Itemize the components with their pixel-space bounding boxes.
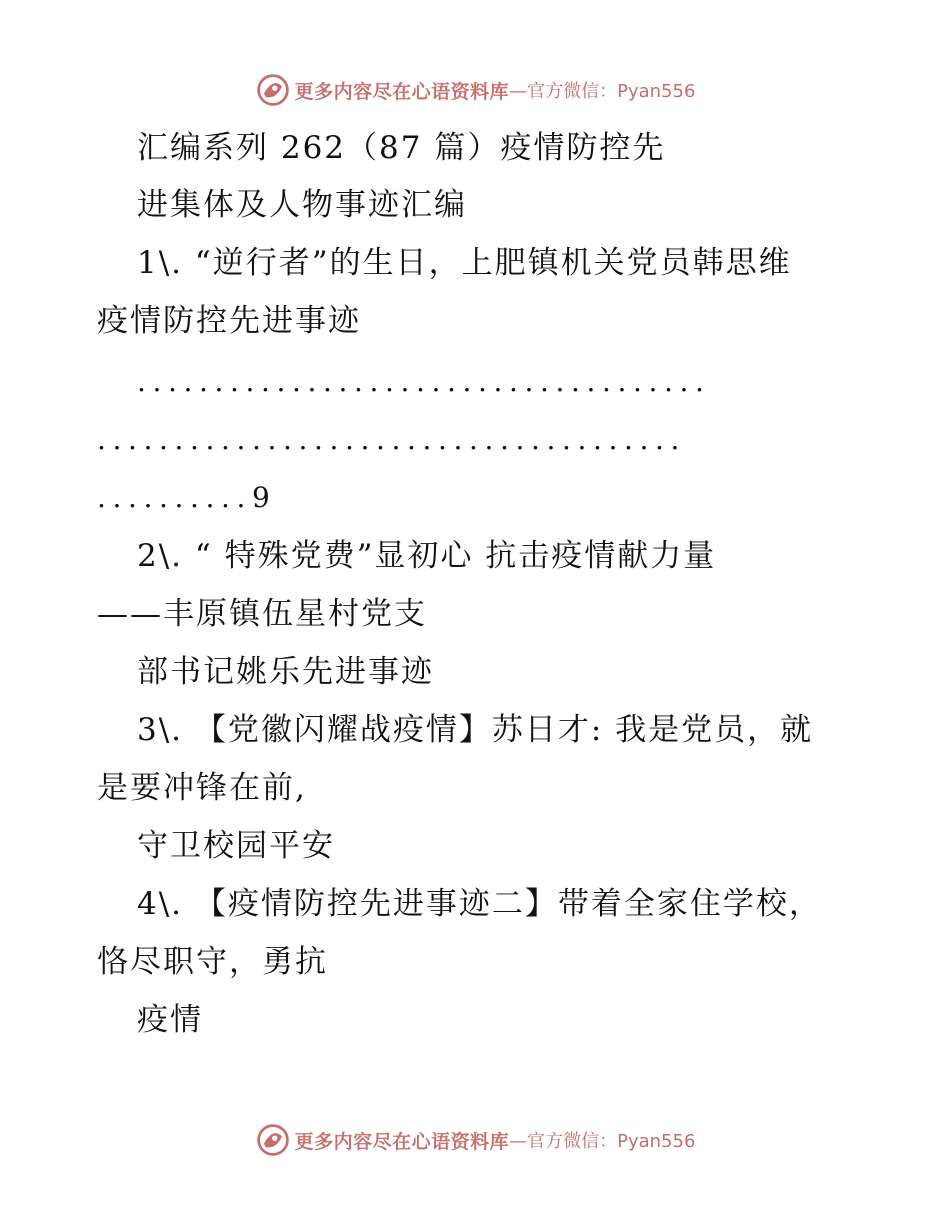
banner-wechat: —官方微信：Pyan556 xyxy=(509,81,696,102)
header-banner xyxy=(0,70,950,110)
toc-item-1-line-2: 疫情防控先进事迹 xyxy=(97,303,361,339)
title-line-2: 进集体及人物事迹汇编 xyxy=(137,187,467,223)
toc-item-3-line-3: 守卫校园平安 xyxy=(137,828,335,864)
toc-item-2-line-2: ——丰原镇伍星村党支 xyxy=(97,596,427,632)
banner-title: 更多内容尽在心语资料库 xyxy=(294,80,510,103)
banner-title: 更多内容尽在心语资料库 xyxy=(294,1130,510,1153)
banner-wechat: —官方微信：Pyan556 xyxy=(509,1131,696,1152)
logo-icon xyxy=(255,72,291,108)
toc-item-3-line-2: 是要冲锋在前, xyxy=(97,770,307,806)
toc-item-3-line-1: 3\. 【党徽闪耀战疫情】苏日才: 我是党员，就 xyxy=(137,712,814,748)
logo-icon xyxy=(255,1122,291,1158)
toc-item-4-line-2: 恪尽职守，勇抗 xyxy=(97,944,328,980)
toc-page-number: ..........9 xyxy=(97,481,277,514)
toc-item-2-line-3: 部书记姚乐先进事迹 xyxy=(137,654,434,690)
toc-item-4-line-3: 疫情 xyxy=(137,1002,203,1038)
toc-leader-dots-1: ..................................... xyxy=(137,365,711,398)
toc-item-1-line-1: 1\. “逆行者”的生日，上肥镇机关党员韩思维 xyxy=(137,245,792,281)
toc-item-2-line-1: 2\. “ 特殊党费”显初心 抗击疫情献力量 xyxy=(137,538,717,574)
footer-banner xyxy=(0,1120,950,1160)
title-line-1: 汇编系列 262（87 篇）疫情防控先 xyxy=(137,130,666,166)
toc-item-4-line-1: 4\. 【疫情防控先进事迹二】带着全家住学校， xyxy=(137,886,822,922)
toc-leader-dots-2: ...................................... xyxy=(97,423,687,456)
